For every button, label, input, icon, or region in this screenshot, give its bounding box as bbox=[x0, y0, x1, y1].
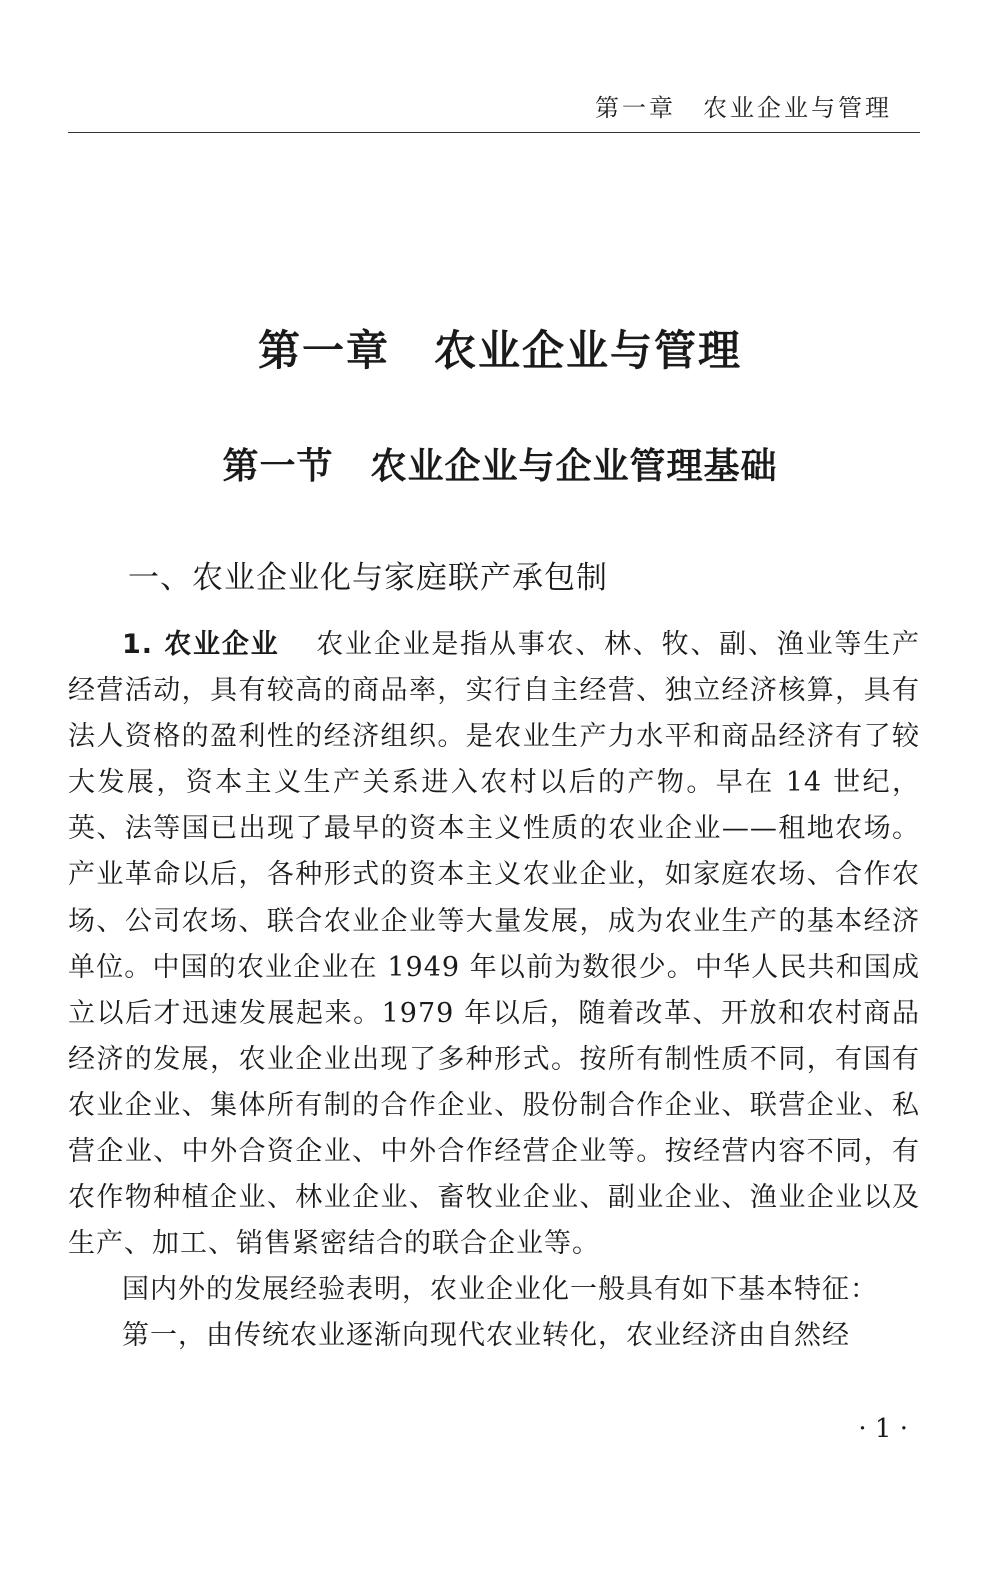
header-divider bbox=[68, 132, 920, 133]
body-text bbox=[68, 622, 920, 1360]
running-header: 第一章 农业企业与管理 bbox=[595, 94, 892, 122]
section-title: 第一节 农业企业与企业管理基础 bbox=[222, 446, 778, 487]
paragraph-text: 农业企业是指从事农、林、牧、副、渔业等生产经营活动，具有较高的商品率，实行自主经营、独立经济核算，具有法人资格的盈利性的经济组织。是农业生产力水平和商品经济有了较大发展，资本主义生产关系进入农村以后的产物。早在 14 世纪，英、法等国已出现了最早的资本主义性质的农业企业——租地农场。产业革命以后，各种形式的资本主义农业企业，如家庭农场、合作农场、公司农场、联合农业企业等大量发展，成为农业生产的基本经济单位。中国的农业企业在 1949 年以前为数很少。中华人民共和国成立以后才迅速发展起来。1979 年以后，随着改革、开放和农村商品经济的发展，农业企业出现了多种形式。按所有制性质不同，有国有农业企业、集体所有制的合作企业、股份制合作企业、联营企业、私营企业、中外合资企业、中外合作经营企业等。按经营内容不同，有农作物种植企业、林业企业、畜牧业企业、副业企业、渔业企业以及生产、加工、销售紧密结合的联合企业等。 bbox=[68, 629, 921, 1260]
page-number: · 1 · bbox=[858, 1414, 908, 1444]
subsection-title: 一、农业企业化与家庭联产承包制 bbox=[128, 560, 608, 596]
paragraph-agricultural-enterprise bbox=[68, 622, 920, 1267]
paragraph-characteristics-intro: 国内外的发展经验表明，农业企业化一般具有如下基本特征： bbox=[122, 1274, 878, 1306]
chapter-title: 第一章 农业企业与管理 bbox=[257, 326, 742, 375]
term-label: 1. 农业企业 bbox=[122, 629, 280, 660]
paragraph-first-characteristic: 第一，由传统农业逐渐向现代农业转化，农业经济由自然经 bbox=[122, 1320, 850, 1352]
